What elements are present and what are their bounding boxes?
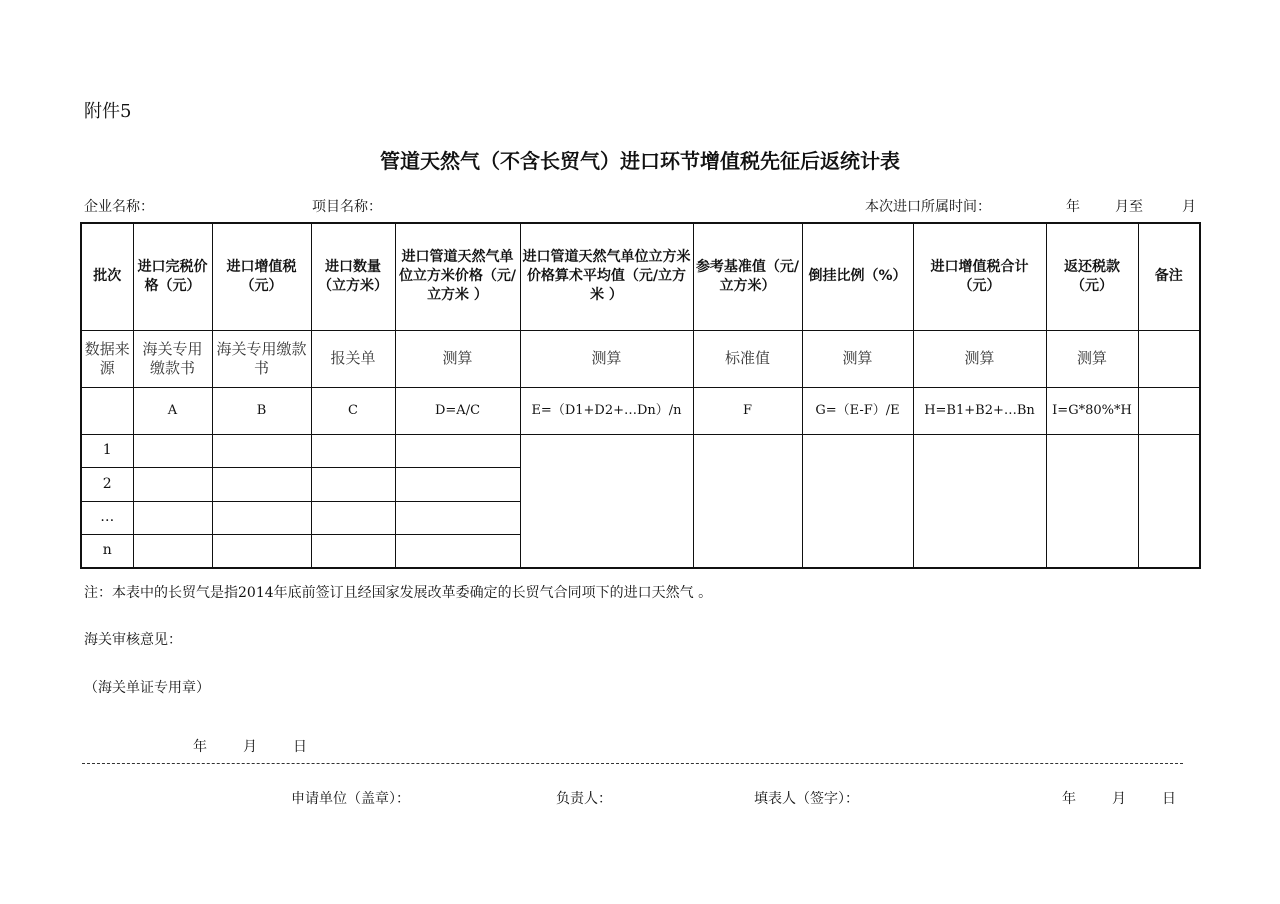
- merged-cell[interactable]: [693, 434, 802, 568]
- footer-month: 月: [1112, 791, 1126, 807]
- source-cell: 测算: [913, 330, 1046, 387]
- formula-row: [81, 387, 1200, 434]
- input-cell[interactable]: [395, 467, 520, 501]
- project-name-label: 项目名称：: [312, 199, 382, 215]
- batch-number: …: [81, 501, 133, 534]
- period-year: 年: [1066, 199, 1080, 215]
- customs-seal-label: （海关单证专用章）: [84, 680, 210, 696]
- source-cell: 标准值: [693, 330, 802, 387]
- header-cell: 批次: [81, 223, 133, 330]
- header-cell: 进口管道天然气单位立方米价格（元/立方米 ）: [395, 223, 520, 330]
- formula-cell: [81, 387, 133, 434]
- formula-cell: A: [133, 387, 212, 434]
- source-cell: 测算: [520, 330, 693, 387]
- input-cell[interactable]: [133, 467, 212, 501]
- formula-cell: [1138, 387, 1200, 434]
- source-cell: 测算: [1046, 330, 1138, 387]
- batch-row: [81, 434, 1200, 467]
- input-cell[interactable]: [395, 434, 520, 467]
- table-note: 注：本表中的长贸气是指2014年底前签订且经国家发展改革委确定的长贸气合同项下的进口天然气 。: [84, 585, 713, 601]
- merged-cell[interactable]: [520, 434, 693, 568]
- header-cell: 进口增值税（元）: [212, 223, 311, 330]
- footer-year: 年: [1062, 791, 1076, 807]
- source-cell: 数据来源: [81, 330, 133, 387]
- header-cell: 备注: [1138, 223, 1200, 330]
- header-cell: 进口增值税合计（元）: [913, 223, 1046, 330]
- formula-cell: E=（D1+D2+…Dn）/n: [520, 387, 693, 434]
- period-month-to: 月至: [1115, 199, 1143, 215]
- input-cell[interactable]: [133, 534, 212, 568]
- formula-cell: B: [212, 387, 311, 434]
- cut-line-divider: [82, 763, 1183, 764]
- input-cell[interactable]: [212, 501, 311, 534]
- source-cell: 海关专用缴款书: [133, 330, 212, 387]
- applicant-label: 申请单位（盖章）：: [291, 791, 410, 807]
- company-name-label: 企业名称：: [84, 199, 154, 215]
- source-cell: 测算: [802, 330, 913, 387]
- customs-opinion-label: 海关审核意见：: [84, 632, 182, 648]
- merged-cell[interactable]: [1138, 434, 1200, 568]
- batch-number: 1: [81, 434, 133, 467]
- source-cell: [1138, 330, 1200, 387]
- footer-day: 日: [1162, 791, 1176, 807]
- filler-label: 填表人（签字）：: [754, 791, 859, 807]
- input-cell[interactable]: [212, 467, 311, 501]
- period-month: 月: [1182, 199, 1196, 215]
- header-cell: 返还税款（元）: [1046, 223, 1138, 330]
- input-cell[interactable]: [311, 434, 395, 467]
- statistics-table: [80, 222, 1201, 569]
- header-cell: 参考基准值（元/立方米）: [693, 223, 802, 330]
- source-row: [81, 330, 1200, 387]
- formula-cell: F: [693, 387, 802, 434]
- merged-cell[interactable]: [1046, 434, 1138, 568]
- input-cell[interactable]: [395, 501, 520, 534]
- source-cell: 海关专用缴款书: [212, 330, 311, 387]
- input-cell[interactable]: [133, 501, 212, 534]
- input-cell[interactable]: [212, 534, 311, 568]
- header-cell: 倒挂比例（%）: [802, 223, 913, 330]
- formula-cell: G=（E-F）/E: [802, 387, 913, 434]
- formula-cell: C: [311, 387, 395, 434]
- page-title: 管道天然气（不含长贸气）进口环节增值税先征后返统计表: [380, 149, 900, 173]
- formula-cell: I=G*80%*H: [1046, 387, 1138, 434]
- merged-cell[interactable]: [913, 434, 1046, 568]
- header-row: [81, 223, 1200, 330]
- header-cell: 进口数量（立方米）: [311, 223, 395, 330]
- header-cell: 进口完税价格（元）: [133, 223, 212, 330]
- formula-cell: D=A/C: [395, 387, 520, 434]
- input-cell[interactable]: [133, 434, 212, 467]
- input-cell[interactable]: [212, 434, 311, 467]
- attachment-label: 附件5: [84, 101, 132, 122]
- source-cell: 测算: [395, 330, 520, 387]
- import-period-label: 本次进口所属时间：: [865, 199, 991, 215]
- header-cell: 进口管道天然气单位立方米价格算术平均值（元/立方米 ）: [520, 223, 693, 330]
- batch-number: 2: [81, 467, 133, 501]
- input-cell[interactable]: [395, 534, 520, 568]
- responsible-person-label: 负责人：: [556, 791, 612, 807]
- date-month: 月: [243, 739, 257, 755]
- input-cell[interactable]: [311, 467, 395, 501]
- input-cell[interactable]: [311, 501, 395, 534]
- formula-cell: H=B1+B2+…Bn: [913, 387, 1046, 434]
- date-day: 日: [293, 739, 307, 755]
- input-cell[interactable]: [311, 534, 395, 568]
- date-year: 年: [193, 739, 207, 755]
- source-cell: 报关单: [311, 330, 395, 387]
- merged-cell[interactable]: [802, 434, 913, 568]
- batch-number: n: [81, 534, 133, 568]
